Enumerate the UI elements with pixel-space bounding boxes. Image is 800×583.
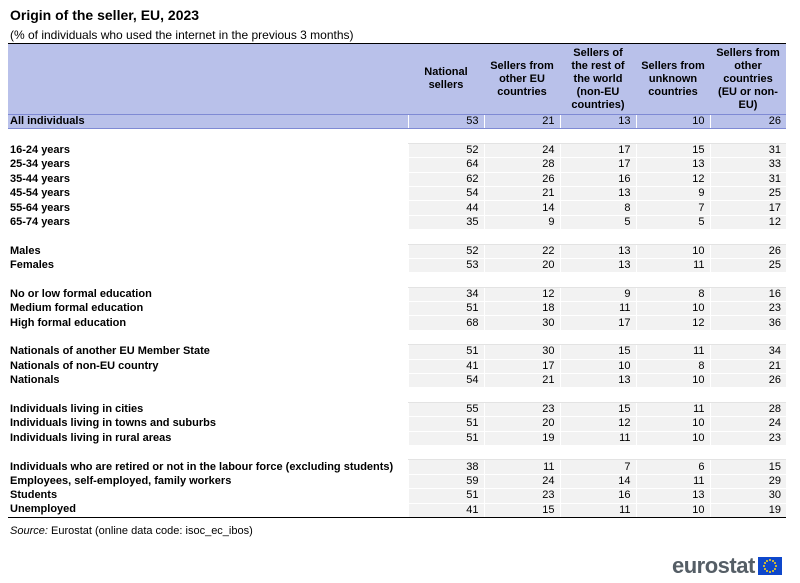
value-cell: 13 [560,115,636,129]
value-cell [560,330,636,344]
value-cell: 17 [484,359,560,373]
row-label [8,388,408,402]
value-cell [408,330,484,344]
value-cell [710,230,786,244]
value-cell: 10 [636,244,710,258]
value-cell [484,273,560,287]
value-cell [408,129,484,143]
row-label: 45-54 years [10,187,70,200]
row-label: Nationals [10,374,60,387]
spacer-row [8,273,786,287]
table-row [8,158,786,172]
eu-flag-icon [758,557,782,575]
value-cell: 54 [408,374,484,388]
value-cell: 24 [484,143,560,157]
flag-star [764,568,766,570]
value-cell [560,445,636,459]
value-cell: 51 [408,489,484,503]
value-cell: 23 [710,431,786,445]
value-cell: 30 [710,489,786,503]
row-label: Nationals of another EU Member State [10,345,210,358]
row-label: Males [10,244,41,257]
eurostat-logo [672,553,782,579]
value-cell: 8 [560,201,636,215]
spacer-row [8,445,786,459]
flag-star [769,571,771,573]
value-cell: 53 [408,258,484,272]
value-cell: 19 [484,431,560,445]
value-cell: 31 [710,143,786,157]
row-label: High formal education [10,316,127,329]
value-cell: 11 [636,258,710,272]
value-cell: 16 [710,287,786,301]
value-cell: 13 [560,186,636,200]
value-cell: 51 [408,345,484,359]
value-cell: 11 [560,503,636,517]
row-label: 55-64 years [10,201,70,214]
value-cell: 10 [636,503,710,517]
value-cell: 12 [560,417,636,431]
value-cell: 11 [636,345,710,359]
value-cell: 14 [484,201,560,215]
table-row [8,186,786,200]
value-cell: 11 [636,402,710,416]
value-cell: 44 [408,201,484,215]
column-header: Sellers from other EU countries [484,44,560,115]
value-cell: 19 [710,503,786,517]
value-cell [484,445,560,459]
data-table-container [8,43,786,518]
value-cell [484,330,560,344]
value-cell [560,273,636,287]
row-label [8,330,408,344]
value-cell: 5 [560,215,636,229]
value-cell: 41 [408,359,484,373]
value-cell: 17 [560,158,636,172]
source-text: Eurostat (online data code: isoc_ec_ibos) [50,525,253,537]
value-cell: 10 [636,417,710,431]
value-cell: 21 [484,186,560,200]
value-cell: 23 [484,489,560,503]
value-cell: 51 [408,302,484,316]
row-label: Nationals of non-EU country [10,359,159,372]
row-label [8,273,408,287]
value-cell: 5 [636,215,710,229]
table-row [8,287,786,301]
value-cell: 13 [636,489,710,503]
value-cell: 15 [710,460,786,474]
value-cell: 15 [560,345,636,359]
value-cell: 21 [484,115,560,129]
value-cell: 24 [710,417,786,431]
logo-text: eurostat [672,553,755,578]
value-cell: 15 [636,143,710,157]
row-label: No or low formal education [10,287,152,300]
value-cell: 21 [484,374,560,388]
table-row [8,316,786,330]
flag-star [766,560,768,562]
flag-star [766,570,768,572]
value-cell: 26 [484,172,560,186]
value-cell: 13 [636,158,710,172]
value-cell: 10 [560,359,636,373]
row-label: 35-44 years [10,172,70,185]
row-label: 25-34 years [10,158,70,171]
value-cell: 10 [636,115,710,129]
table-row [8,172,786,186]
value-cell [408,273,484,287]
value-cell [484,129,560,143]
value-cell: 10 [636,431,710,445]
value-cell: 51 [408,417,484,431]
value-cell: 20 [484,258,560,272]
table-header-row [8,44,786,115]
row-label [8,230,408,244]
value-cell: 16 [560,489,636,503]
value-cell: 7 [560,460,636,474]
value-cell [408,230,484,244]
value-cell: 31 [710,172,786,186]
value-cell [636,230,710,244]
row-label: 65-74 years [10,215,70,228]
value-cell: 34 [408,287,484,301]
value-cell: 9 [484,215,560,229]
flag-star [764,562,766,564]
table-row [8,460,786,474]
value-cell [710,445,786,459]
value-cell: 59 [408,474,484,488]
value-cell: 29 [710,474,786,488]
value-cell: 26 [710,115,786,129]
value-cell: 10 [636,302,710,316]
column-header: Sellers of the rest of the world (non-EU countries) [560,44,636,115]
value-cell: 11 [560,302,636,316]
value-cell: 13 [560,258,636,272]
page-title: Origin of the seller, EU, 2023 [10,7,200,23]
table-row [8,359,786,373]
flag-star [769,559,771,561]
value-cell: 11 [636,474,710,488]
value-cell: 26 [710,244,786,258]
value-cell: 17 [710,201,786,215]
table-row [8,302,786,316]
column-header: Sellers from unknown countries [636,44,710,115]
value-cell: 34 [710,345,786,359]
value-cell [484,388,560,402]
value-cell: 36 [710,316,786,330]
row-label: Individuals living in towns and suburbs [10,417,216,430]
value-cell [560,129,636,143]
value-cell [710,273,786,287]
value-cell: 41 [408,503,484,517]
value-cell: 15 [484,503,560,517]
table-row [8,431,786,445]
spacer-row [8,230,786,244]
row-label: Employees, self-employed, family workers [10,474,232,487]
value-cell: 25 [710,186,786,200]
value-cell: 52 [408,143,484,157]
flag-star [772,570,774,572]
value-cell [636,445,710,459]
row-label: Individuals living in rural areas [10,431,172,444]
value-cell: 51 [408,431,484,445]
row-label: Students [10,489,58,502]
value-cell: 30 [484,345,560,359]
value-cell: 9 [636,186,710,200]
value-cell: 28 [484,158,560,172]
value-cell: 20 [484,417,560,431]
value-cell: 13 [560,374,636,388]
value-cell: 17 [560,143,636,157]
value-cell [560,388,636,402]
row-label [8,445,408,459]
value-cell: 12 [710,215,786,229]
value-cell: 10 [636,374,710,388]
row-label: Medium formal education [10,302,144,315]
value-cell [484,230,560,244]
value-cell: 17 [560,316,636,330]
value-cell [710,330,786,344]
value-cell: 7 [636,201,710,215]
column-header: Sellers from other countries (EU or non-EU) [710,44,786,115]
value-cell: 64 [408,158,484,172]
spacer-row [8,129,786,143]
value-cell: 21 [710,359,786,373]
header-blank-cell [8,44,408,115]
value-cell: 14 [560,474,636,488]
table-row [8,143,786,157]
table-row [8,474,786,488]
value-cell [710,388,786,402]
table-row [8,244,786,258]
source-label: Source: [10,525,48,537]
value-cell: 62 [408,172,484,186]
source-note [10,525,253,537]
value-cell: 53 [408,115,484,129]
table-row [8,258,786,272]
value-cell: 24 [484,474,560,488]
column-header: National sellers [408,44,484,115]
value-cell: 68 [408,316,484,330]
flag-star [763,565,765,567]
flag-star [774,562,776,564]
value-cell: 12 [636,316,710,330]
table-row [8,489,786,503]
value-cell: 30 [484,316,560,330]
value-cell: 11 [484,460,560,474]
table-row [8,374,786,388]
table-row [8,503,786,517]
value-cell: 35 [408,215,484,229]
flag-star [774,568,776,570]
value-cell: 13 [560,244,636,258]
value-cell: 22 [484,244,560,258]
row-label: Unemployed [8,503,408,517]
value-cell: 16 [560,172,636,186]
flag-star [775,565,777,567]
value-cell: 8 [636,359,710,373]
value-cell: 26 [710,374,786,388]
value-cell [636,388,710,402]
value-cell: 25 [710,258,786,272]
table-row [8,201,786,215]
row-label: Individuals who are retired or not in the labour force (excluding students) [10,460,394,473]
table-body [8,115,786,518]
value-cell: 23 [484,402,560,416]
value-cell: 33 [710,158,786,172]
value-cell [408,388,484,402]
value-cell [408,445,484,459]
value-cell [636,129,710,143]
data-table [8,43,786,518]
row-label: 16-24 years [10,143,70,156]
value-cell: 23 [710,302,786,316]
value-cell: 6 [636,460,710,474]
total-row [8,115,786,129]
row-label: Individuals living in cities [10,403,144,415]
value-cell: 55 [408,402,484,416]
table-row [8,345,786,359]
value-cell: 12 [484,287,560,301]
table-row [8,417,786,431]
value-cell: 15 [560,402,636,416]
value-cell [560,230,636,244]
value-cell: 52 [408,244,484,258]
value-cell: 18 [484,302,560,316]
value-cell [636,330,710,344]
value-cell: 28 [710,402,786,416]
value-cell: 11 [560,431,636,445]
page-subtitle: (% of individuals who used the internet in the previous 3 months) [10,28,354,42]
value-cell: 12 [636,172,710,186]
value-cell: 8 [636,287,710,301]
table-row [8,402,786,416]
row-label: All individuals [8,115,408,129]
row-label [8,129,408,143]
value-cell [710,129,786,143]
value-cell: 9 [560,287,636,301]
value-cell: 38 [408,460,484,474]
table-row [8,215,786,229]
value-cell: 54 [408,186,484,200]
row-label: Females [10,259,55,272]
spacer-row [8,388,786,402]
spacer-row [8,330,786,344]
value-cell [636,273,710,287]
